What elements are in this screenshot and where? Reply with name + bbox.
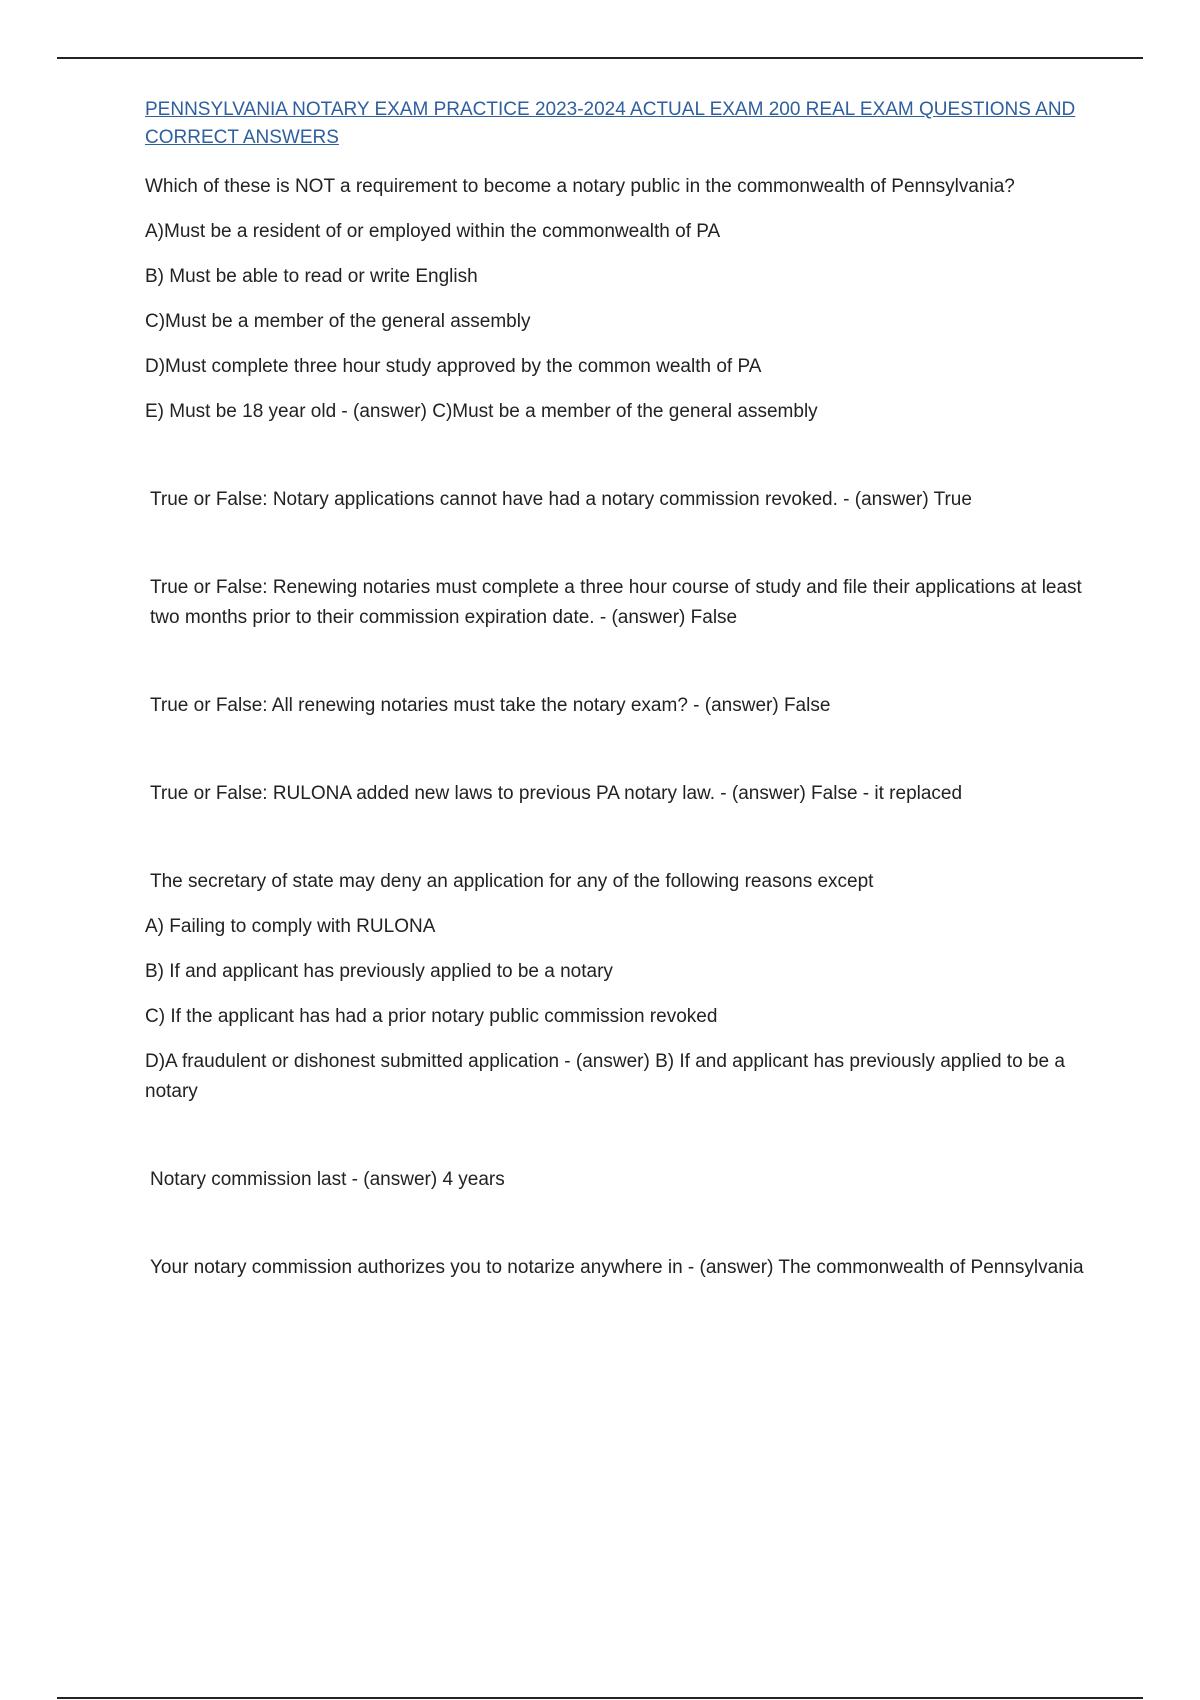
question-7: Notary commission last - (answer) 4 years — [150, 1169, 505, 1190]
top-rule — [57, 57, 1143, 59]
question-6-option-b: B) If and applicant has previously applied to be a notary — [145, 961, 613, 982]
question-1-option-b: B) Must be able to read or write English — [145, 266, 478, 287]
spacer — [145, 633, 1085, 691]
spacer — [145, 515, 1085, 573]
question-6-option-d-answer: D)A fraudulent or dishonest submitted application - (answer) B) If and applicant has previously applied to be a notary — [145, 1051, 1065, 1102]
spacer — [145, 721, 1085, 779]
question-6-text: The secretary of state may deny an application for any of the following reasons except — [150, 871, 874, 892]
question-1-option-d: D)Must complete three hour study approved by the common wealth of PA — [145, 356, 762, 377]
question-2: True or False: Notary applications cannot have had a notary commission revoked. - (answer) True — [150, 489, 972, 510]
spacer — [145, 1107, 1085, 1165]
bottom-rule — [57, 1697, 1143, 1699]
question-1-text: Which of these is NOT a requirement to become a notary public in the commonwealth of Pennsylvania? — [145, 176, 1015, 197]
question-1 — [145, 172, 1085, 427]
question-5: True or False: RULONA added new laws to previous PA notary law. - (answer) False - it replaced — [150, 783, 963, 804]
question-4: True or False: All renewing notaries must take the notary exam? - (answer) False — [150, 695, 831, 716]
question-3: True or False: Renewing notaries must complete a three hour course of study and file their applications at least two months prior to their commission expiration date. - (answer) False — [150, 577, 1082, 628]
question-8: Your notary commission authorizes you to notarize anywhere in - (answer) The commonwealth of Pennsylvania — [150, 1257, 1084, 1278]
spacer — [145, 1195, 1085, 1253]
question-1-option-e-answer: E) Must be 18 year old - (answer) C)Must be a member of the general assembly — [145, 401, 818, 422]
question-1-option-c: C)Must be a member of the general assembly — [145, 311, 531, 332]
question-6-option-c: C) If the applicant has had a prior notary public commission revoked — [145, 1006, 718, 1027]
question-1-option-a: A)Must be a resident of or employed within the commonwealth of PA — [145, 221, 721, 242]
document-title-link[interactable]: PENNSYLVANIA NOTARY EXAM PRACTICE 2023-2024 ACTUAL EXAM 200 REAL EXAM QUESTIONS AND CORRECT ANSWERS — [145, 99, 1076, 148]
question-6 — [145, 867, 1085, 1107]
document-body — [145, 96, 1085, 1283]
spacer — [145, 809, 1085, 867]
spacer — [145, 427, 1085, 485]
question-6-option-a: A) Failing to comply with RULONA — [145, 916, 436, 937]
